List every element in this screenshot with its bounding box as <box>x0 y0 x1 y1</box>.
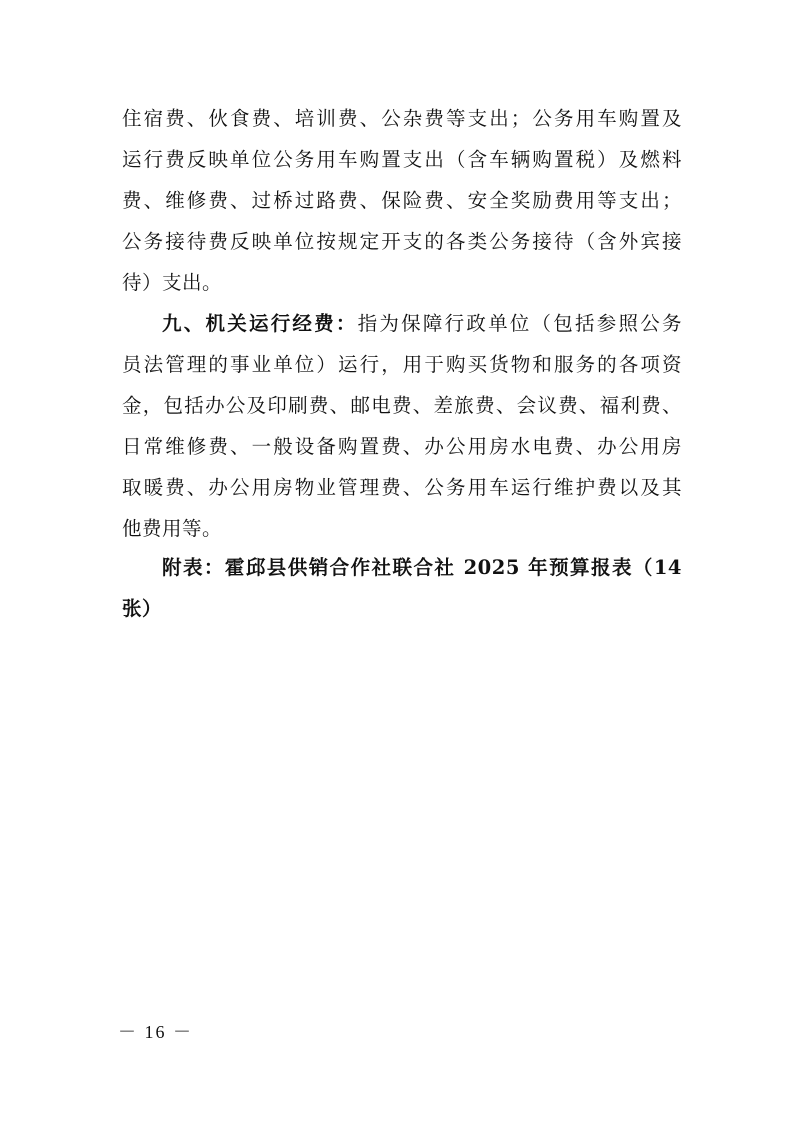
attachment-label: 附表： <box>162 556 225 579</box>
paragraph-line: 金，包括办公及印刷费、邮电费、差旅费、会议费、福利费、 <box>122 394 682 417</box>
section-heading: 九、机关运行经费： <box>162 312 358 335</box>
attachment-text: 霍邱县供销合作社联合社 2025 年预算报表（14 <box>224 556 682 579</box>
section-first-line <box>162 309 682 339</box>
paragraph-line: 日常维修费、一般设备购置费、办公用房水电费、办公用房 <box>122 435 682 458</box>
page-number: － 16 － <box>118 1022 193 1042</box>
paragraph-line: 公务接待费反映单位按规定开支的各类公务接待（含外宾接 <box>122 230 682 253</box>
section-text: 指为保障行政单位（包括参照公务 <box>357 312 682 335</box>
paragraph-line: 费、维修费、过桥过路费、保险费、安全奖励费用等支出； <box>122 189 682 212</box>
paragraph-line: 住宿费、伙食费、培训费、公杂费等支出；公务用车购置及 <box>122 107 682 130</box>
paragraph-line: 运行费反映单位公务用车购置支出（含车辆购置税）及燃料 <box>122 148 682 171</box>
attachment-continuation: 张） <box>122 597 163 620</box>
paragraph-line: 取暖费、办公用房物业管理费、公务用车运行维护费以及其 <box>122 476 682 499</box>
paragraph-line: 待）支出。 <box>122 271 223 294</box>
attachment-line <box>162 553 682 583</box>
paragraph-line: 他费用等。 <box>122 517 223 540</box>
paragraph-line: 员法管理的事业单位）运行，用于购买货物和服务的各项资 <box>122 353 682 376</box>
